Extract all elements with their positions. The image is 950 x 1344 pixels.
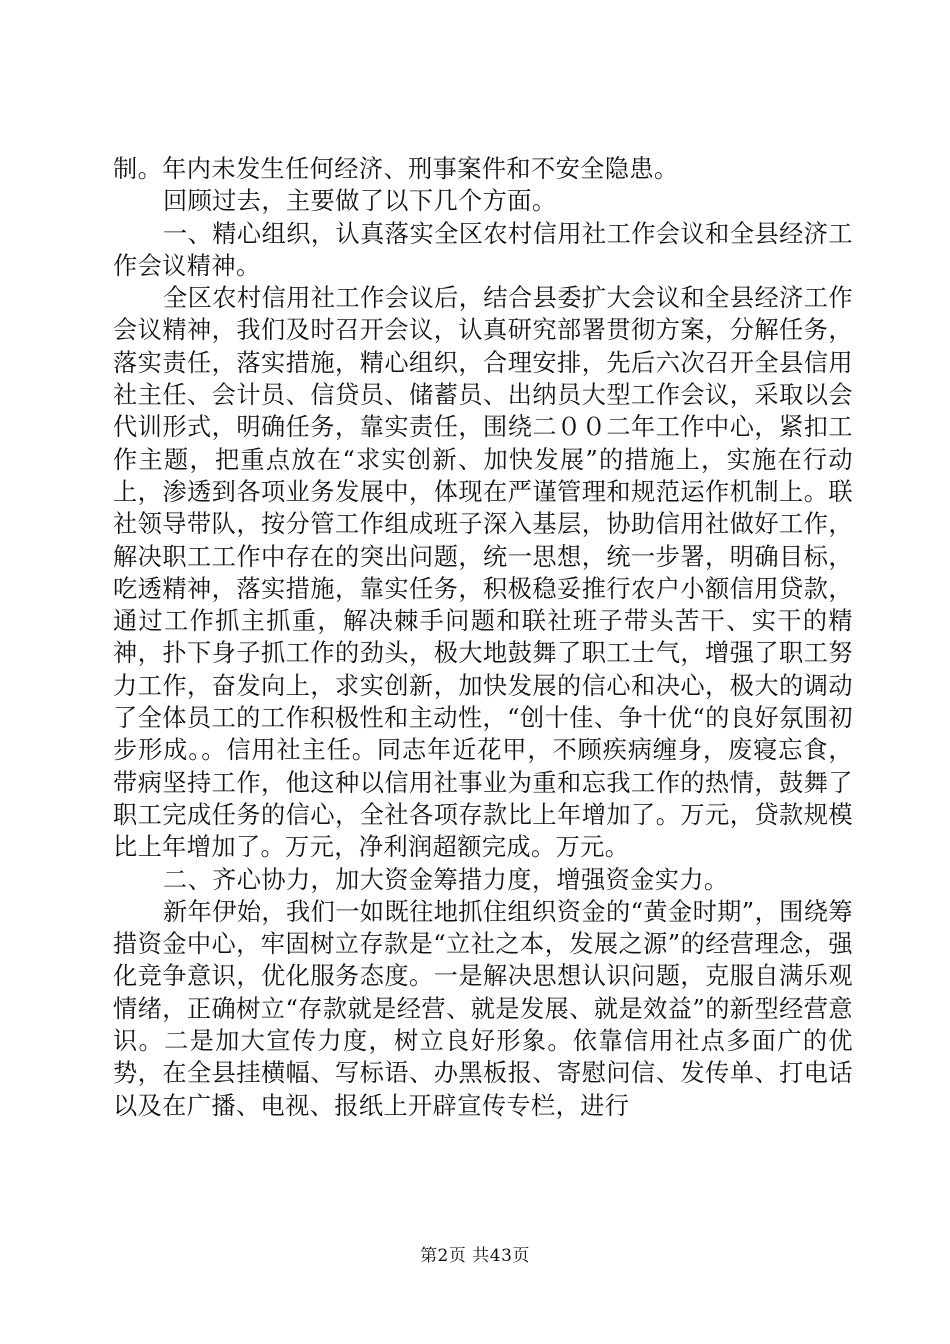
document-body [113, 153, 853, 1122]
section-heading-two: 二、齐心协力，加大资金筹措力度，增强资金实力。 [163, 865, 729, 894]
paragraph-review-intro: 回顾过去，主要做了以下几个方面。 [163, 187, 557, 216]
paragraph-continuation: 制。年内未发生任何经济、刑事案件和不安全隐患。 [113, 155, 679, 183]
paragraph-section-two-body: 新年伊始，我们一如既往地抓住组织资金的“黄金时期”，围绕筹措资金中心，牢固树立存款是“立社之本，发展之源”的经营理念，强化竞争意识，优化服务态度。一是解决思想认识问题，克服自满乐观情绪，正确树立“存款就是经营、就是发展、就是效益”的新型经营意识。二是加大宣传力度，树立良好形象。依靠信用社点多面广的优势，在全县挂横幅、写标语、办黑板报、寄慰问信、发传单、打电话以及在广播、电视、报纸上开辟宣传专栏，进行 [113, 897, 853, 1120]
section-heading-one: 一、精心组织，认真落实全区农村信用社工作会议和全县经济工作会议精神。 [113, 219, 853, 280]
paragraph-section-one-body: 全区农村信用社工作会议后，结合县委扩大会议和全县经济工作会议精神，我们及时召开会议，认真研究部署贯彻方案，分解任务，落实责任，落实措施，精心组织，合理安排，先后六次召开全县信用社主任、会计员、信贷员、储蓄员、出纳员大型工作会议，采取以会代训形式，明确任务，靠实责任，围绕二００二年工作中心，紧扣工作主题，把重点放在“求实创新、加快发展”的措施上，实施在行动上，渗透到各项业务发展中，体现在严谨管理和规范运作机制上。联社领导带队，按分管工作组成班子深入基层，协助信用社做好工作，解决职工工作中存在的突出问题，统一思想，统一步署，明确目标，吃透精神，落实措施，靠实任务，积极稳妥推行农户小额信用贷款，通过工作抓主抓重，解决棘手问题和联社班子带头苦干、实干的精神，扑下身子抓工作的劲头，极大地鼓舞了职工士气，增强了职工努力工作，奋发向上，求实创新，加快发展的信心和决心，极大的调动了全体员工的工作积极性和主动性，“创十佳、争十优“的良好氛围初步形成。。信用社主任。同志年近花甲，不顾疾病缠身，废寝忘食，带病坚持工作，他这种以信用社事业为重和忘我工作的热情，鼓舞了职工完成任务的信心，全社各项存款比上年增加了。万元，贷款规模比上年增加了。万元，净利润超额完成。万元。 [113, 284, 853, 862]
page-footer: 第2页 共43页 [420, 1246, 530, 1266]
